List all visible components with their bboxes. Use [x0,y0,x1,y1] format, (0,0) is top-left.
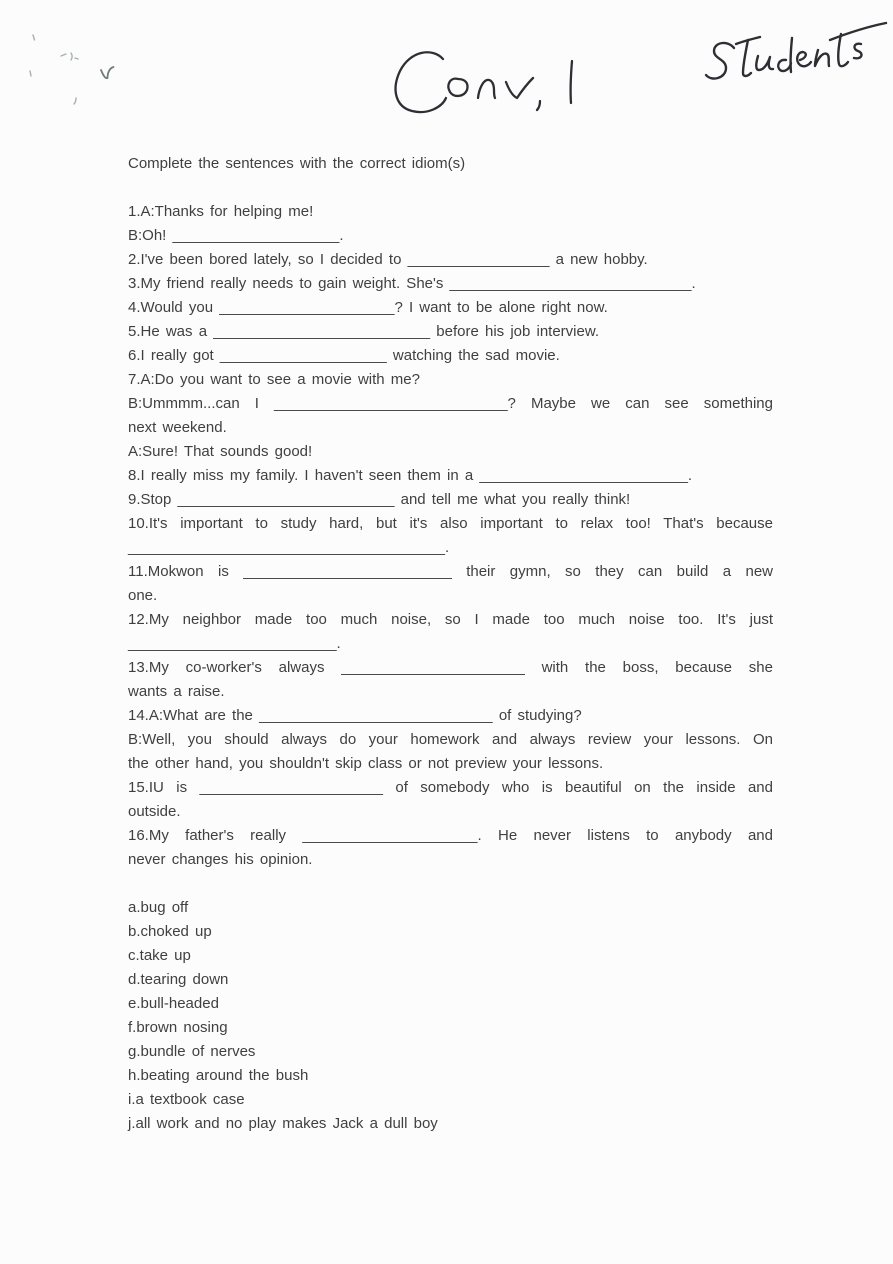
worksheet-line: 10.It's important to study hard, but it's also important to relax too! That's because [128,515,773,532]
worksheet-line: 3.My friend really needs to gain weight. She's _____________________________. [128,275,696,292]
worksheet-line: 15.IU is ______________________ of somebody who is beautiful on the inside and [128,779,773,796]
answer-option-item: c.take up [128,947,191,964]
worksheet-body [128,152,773,1136]
worksheet-line: 4.Would you _____________________? I want to be alone right now. [128,299,608,316]
worksheet-line: 7.A:Do you want to see a movie with me? [128,371,420,388]
worksheet-line: 12.My neighbor made too much noise, so I made too much noise too. It's just [128,611,773,628]
answer-option-item: f.brown nosing [128,1019,228,1036]
handwritten-students-label [698,18,893,98]
questions-list [128,200,773,872]
worksheet-line: next weekend. [128,419,227,436]
worksheet-line: _________________________. [128,635,341,652]
answer-options-list [128,896,773,1136]
worksheet-line: 1.A:Thanks for helping me! [128,203,314,220]
worksheet-line: B:Oh! ____________________. [128,227,344,244]
worksheet-line: one. [128,587,158,604]
worksheet-line: never changes his opinion. [128,851,313,868]
worksheet-line: ______________________________________. [128,539,450,556]
pencil-smudge-marks [15,25,155,125]
worksheet-line: the other hand, you shouldn't skip class or not preview your lessons. [128,755,604,772]
worksheet-line: 9.Stop __________________________ and tell me what you really think! [128,491,631,508]
answer-option-item: j.all work and no play makes Jack a dull boy [128,1115,438,1132]
worksheet-line: 16.My father's really _____________________. He never listens to anybody and [128,827,773,844]
answer-option-item: i.a textbook case [128,1091,245,1108]
instruction-text: Complete the sentences with the correct idiom(s) [128,155,466,172]
answer-option-item: e.bull-headed [128,995,219,1012]
worksheet-line: outside. [128,803,181,820]
worksheet-line: 5.He was a __________________________ before his job interview. [128,323,600,340]
handwritten-title [388,45,598,125]
worksheet-line: A:Sure! That sounds good! [128,443,313,460]
answer-option-item: b.choked up [128,923,212,940]
answer-option-item: h.beating around the bush [128,1067,309,1084]
worksheet-line: B:Ummmm...can I ____________________________? Maybe we can see something [128,395,773,412]
worksheet-line: 2.I've been bored lately, so I decided to _________________ a new hobby. [128,251,648,268]
worksheet-line: 14.A:What are the ____________________________ of studying? [128,707,582,724]
answer-option-item: a.bug off [128,899,189,916]
worksheet-line: wants a raise. [128,683,225,700]
answer-option-item: g.bundle of nerves [128,1043,256,1060]
answer-option-item: d.tearing down [128,971,229,988]
worksheet-line: 6.I really got ____________________ watching the sad movie. [128,347,560,364]
worksheet-line: 13.My co-worker's always ______________________ with the boss, because she [128,659,773,676]
worksheet-line: B:Well, you should always do your homework and always review your lessons. On [128,731,773,748]
worksheet-line: 8.I really miss my family. I haven't seen them in a _________________________. [128,467,693,484]
worksheet-line: 11.Mokwon is _________________________ their gymn, so they can build a new [128,563,773,580]
